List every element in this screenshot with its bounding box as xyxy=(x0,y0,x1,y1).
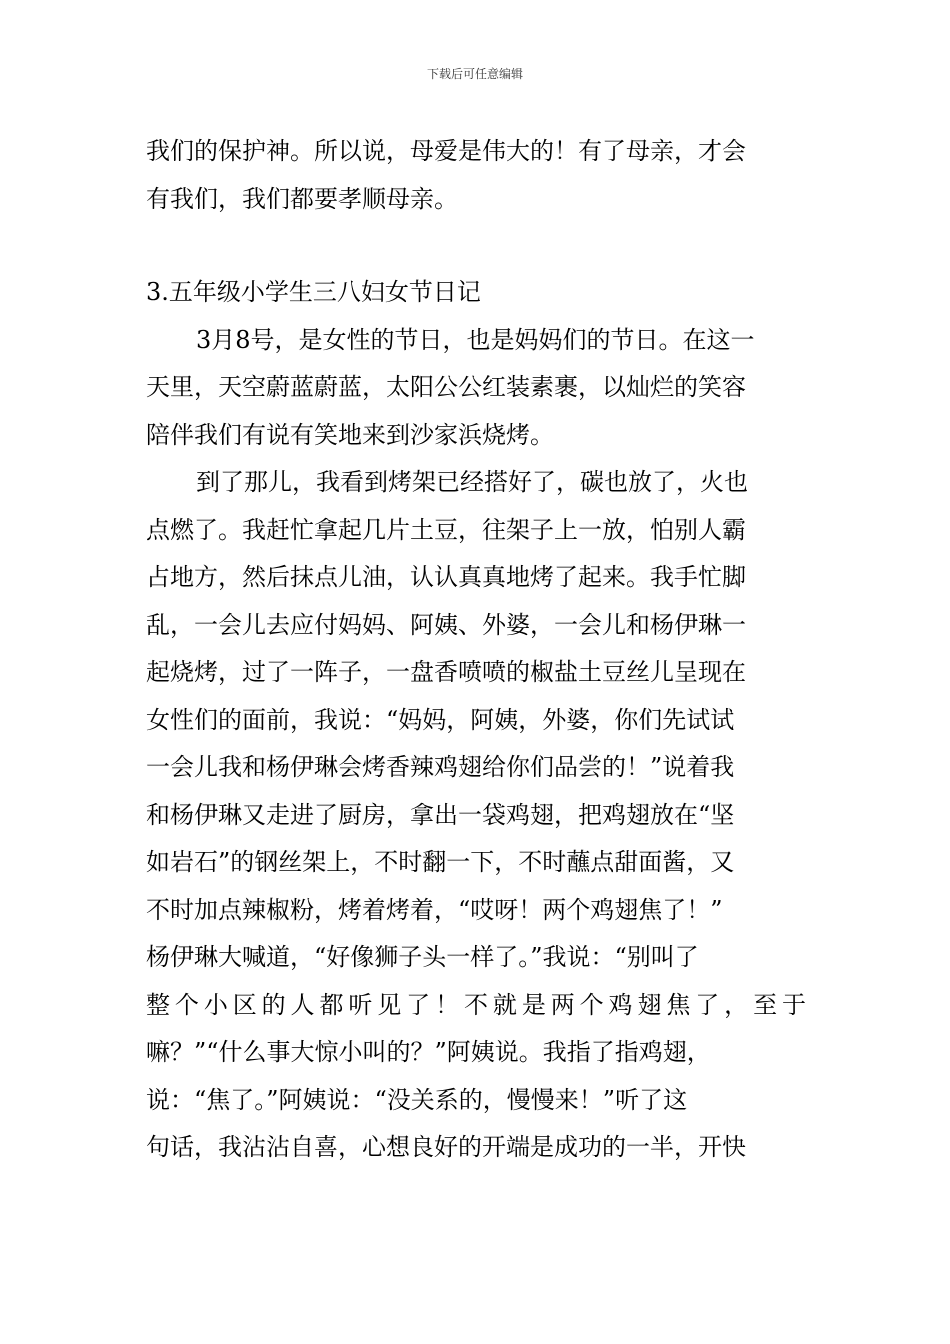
paragraph2-line: 说：“焦了。”阿姨说：“没关系的，慢慢来！”听了这 xyxy=(146,1085,688,1114)
paragraph2-line: 杨伊琳大喊道，“好像狮子头一样了。”我说：“别叫了 xyxy=(146,943,699,971)
paragraph2-line: 和杨伊琳又走进了厨房，拿出一袋鸡翅，把鸡翅放在“坚 xyxy=(146,800,735,829)
paragraph2-line: 嘛？”“什么事大惊小叫的？”阿姨说。我指了指鸡翅， xyxy=(146,1038,711,1066)
paragraph1-line: 3月8号，是女性的节日，也是妈妈们的节日。在这一 xyxy=(196,325,755,354)
paragraph-gap xyxy=(146,223,806,269)
paragraph2-line: 起烧烤，过了一阵子，一盘香喷喷的椒盐土豆丝儿呈现在 xyxy=(146,658,746,686)
section-title: 3.五年级小学生三八妇女节日记 xyxy=(146,278,481,306)
paragraph2-line: 如岩石”的钢丝架上，不时翻一下，不时蘸点甜面酱，又 xyxy=(146,848,735,876)
paragraph2-line: 乱，一会儿去应付妈妈、阿姨、外婆，一会儿和杨伊琳一 xyxy=(146,610,746,639)
intro-line: 我们的保护神。所以说，母爱是伟大的！有了母亲，才会 xyxy=(146,137,746,165)
paragraph2-line: 女性们的面前，我说：“妈妈，阿姨，外婆，你们先试试 xyxy=(146,705,735,734)
paragraph1-line: 天里，天空蔚蓝蔚蓝，太阳公公红装素裹，以灿烂的笑容 xyxy=(146,373,746,401)
paragraph2-line: 到了那儿，我看到烤架已经搭好了，碳也放了，火也 xyxy=(196,468,748,496)
paragraph2-line: 占地方，然后抹点儿油，认认真真地烤了起来。我手忙脚 xyxy=(146,563,746,591)
document-body xyxy=(146,128,806,1172)
page-header: 下载后可任意编辑 xyxy=(426,67,523,81)
paragraph1-line: 陪伴我们有说有笑地来到沙家浜烧烤。 xyxy=(146,420,554,449)
intro-line: 有我们，我们都要孝顺母亲。 xyxy=(146,184,458,213)
paragraph2-line: 不时加点辣椒粉，烤着烤着，“哎呀！两个鸡翅焦了！” xyxy=(146,895,723,924)
paragraph2-line: 一会儿我和杨伊琳会烤香辣鸡翅给你们品尝的！”说着我 xyxy=(146,753,735,781)
paragraph2-line: 点燃了。我赶忙拿起几片土豆，往架子上一放，怕别人霸 xyxy=(146,515,746,544)
paragraph2-line: 整个小区的人都听见了！不就是两个鸡翅焦了，至于 xyxy=(146,990,806,1019)
paragraph2-line: 句话，我沾沾自喜，心想良好的开端是成功的一半，开快 xyxy=(146,1133,746,1161)
